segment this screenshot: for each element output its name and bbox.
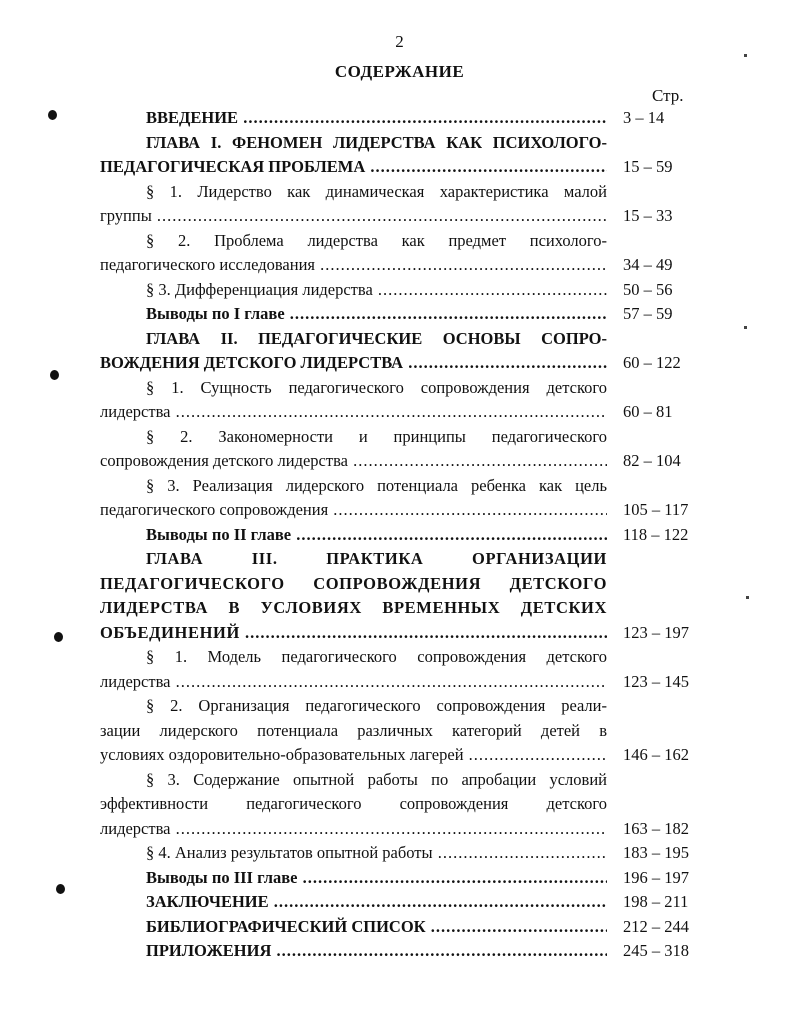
toc-entry-title-line: ГЛАВА I. ФЕНОМЕН ЛИДЕРСТВА КАК ПСИХОЛОГО- <box>146 132 607 152</box>
toc-entry-conclusion[interactable] <box>100 890 710 915</box>
toc-entry-section-3-2[interactable] <box>100 694 710 768</box>
toc-entry-pages: 60 – 122 <box>623 353 681 372</box>
toc-entry-title: § 3. Дифференциация лидерства ..... <box>146 278 607 303</box>
toc-entry-pages: 183 – 195 <box>623 843 689 862</box>
toc-entry-section-3-1[interactable] <box>100 645 710 694</box>
toc-entry-pages: 82 – 104 <box>623 451 681 470</box>
toc-entry-pages: 60 – 81 <box>623 402 673 421</box>
toc-entry-pages: 15 – 59 <box>623 157 673 176</box>
toc-entry-pages: 57 – 59 <box>623 304 673 323</box>
toc-entry-title-line: педагогического сопровождения ..... <box>100 498 607 523</box>
toc-entry-title-line: сопровождения детского лидерства ..... <box>100 449 607 474</box>
toc-entry-title-line: § 2. Закономерности и принципы педагогического <box>146 426 607 446</box>
toc-entry-pages: 3 – 14 <box>623 108 665 127</box>
toc-entry-pages: 123 – 197 <box>623 622 689 642</box>
table-of-contents <box>100 106 710 964</box>
toc-entry-pages: 146 – 162 <box>623 745 689 764</box>
toc-entry-title-line: § 2. Проблема лидерства как предмет психолого- <box>146 230 607 250</box>
toc-entry-title-line: зации лидерского потенциала различных категорий детей в <box>100 720 607 740</box>
toc-entry-pages: 50 – 56 <box>623 279 673 299</box>
toc-entry-title-line: § 1. Модель педагогического сопровождения детского <box>146 647 607 666</box>
toc-entry-section-3-4[interactable] <box>100 841 710 866</box>
toc-entry-title: ЗАКЛЮЧЕНИЕ ..... <box>146 890 607 915</box>
toc-entry-title-line: лидерства ..... <box>100 817 607 842</box>
toc-entry-pages: 34 – 49 <box>623 255 673 274</box>
toc-entry-title: Выводы по III главе ..... <box>146 866 607 891</box>
toc-entry-section-1-3[interactable] <box>100 278 710 303</box>
toc-entry-conclusions-1[interactable] <box>100 302 710 327</box>
toc-entry-chapter-1[interactable] <box>100 131 710 180</box>
toc-entry-title-line: группы ..... <box>100 204 607 229</box>
toc-entry-pages: 163 – 182 <box>623 818 689 838</box>
toc-entry-title-line: педагогического исследования ..... <box>100 253 607 278</box>
toc-entry-pages: 212 – 244 <box>623 916 689 936</box>
toc-entry-pages: 198 – 211 <box>623 892 689 911</box>
toc-entry-title-line: § 2. Организация педагогического сопровождения реали- <box>146 696 607 715</box>
toc-entry-title-line: ПЕДАГОГИЧЕСКАЯ ПРОБЛЕМА ..... <box>100 155 607 180</box>
toc-entry-title-line: ВОЖДЕНИЯ ДЕТСКОГО ЛИДЕРСТВА ..... <box>100 351 607 376</box>
toc-entry-title-line: § 3. Реализация лидерского потенциала ребенка как цель <box>146 475 607 495</box>
toc-entry-title: Выводы по I главе ..... <box>146 302 607 327</box>
toc-entry-title: БИБЛИОГРАФИЧЕСКИЙ СПИСОК ..... <box>146 915 607 940</box>
scan-speck-mark <box>746 596 749 599</box>
toc-entry-title-line: условиях оздоровительно-образовательных лагерей ..... <box>100 743 607 768</box>
scan-speck-mark <box>744 326 747 329</box>
toc-entry-pages: 196 – 197 <box>623 867 689 887</box>
toc-entry-bibliography[interactable] <box>100 915 710 940</box>
toc-entry-appendices[interactable] <box>100 939 710 964</box>
toc-entry-chapter-2[interactable] <box>100 327 710 376</box>
toc-entry-title: ПРИЛОЖЕНИЯ ..... <box>146 939 607 964</box>
toc-entry-title: ВВЕДЕНИЕ ..... <box>146 106 607 131</box>
scan-dot-mark <box>48 110 57 120</box>
toc-entry-pages: 15 – 33 <box>623 206 673 225</box>
toc-entry-title-line: ЛИДЕРСТВА В УСЛОВИЯХ ВРЕМЕННЫХ ДЕТСКИХ <box>100 598 607 617</box>
toc-entry-section-1-1[interactable] <box>100 180 710 229</box>
toc-entry-title-line: § 1. Сущность педагогического сопровождения детского <box>146 377 607 397</box>
toc-entry-title-line: лидерства ..... <box>100 400 607 425</box>
toc-entry-title-line: ГЛАВА III. ПРАКТИКА ОРГАНИЗАЦИИ <box>146 549 607 568</box>
toc-entry-section-2-2[interactable] <box>100 425 710 474</box>
toc-entry-title-line: эффективности педагогического сопровождения детского <box>100 794 607 813</box>
toc-entry-title-line: ОБЪЕДИНЕНИЙ ..... <box>100 621 607 646</box>
scan-speck-mark <box>744 54 747 57</box>
scan-dot-mark <box>50 370 59 380</box>
scan-dot-mark <box>56 884 65 894</box>
toc-entry-conclusions-3[interactable] <box>100 866 710 891</box>
toc-entry-section-3-3[interactable] <box>100 768 710 842</box>
pages-column-header: Стр. <box>652 86 684 105</box>
toc-entry-title-line: ПЕДАГОГИЧЕСКОГО СОПРОВОЖДЕНИЯ ДЕТСКОГО <box>100 573 607 593</box>
toc-entry-title-line: § 3. Содержание опытной работы по апробации условий <box>146 769 607 789</box>
toc-entry-chapter-3[interactable] <box>100 547 710 645</box>
toc-entry-title-line: лидерства ..... <box>100 670 607 695</box>
toc-entry-introduction[interactable] <box>100 106 710 131</box>
toc-entry-title-line: § 1. Лидерство как динамическая характеристика малой <box>146 181 607 201</box>
toc-entry-section-1-2[interactable] <box>100 229 710 278</box>
toc-entry-title: § 4. Анализ результатов опытной работы ..... <box>146 841 607 866</box>
toc-entry-section-2-1[interactable] <box>100 376 710 425</box>
toc-entry-conclusions-2[interactable] <box>100 523 710 548</box>
toc-entry-title-line: ГЛАВА II. ПЕДАГОГИЧЕСКИЕ ОСНОВЫ СОПРО- <box>146 328 607 348</box>
page-number: 2 <box>395 32 404 51</box>
toc-entry-title: Выводы по II главе ..... <box>146 523 607 548</box>
toc-entry-pages: 118 – 122 <box>623 524 689 544</box>
toc-entry-pages: 123 – 145 <box>623 671 689 691</box>
toc-entry-section-2-3[interactable] <box>100 474 710 523</box>
toc-entry-pages: 105 – 117 <box>623 500 689 519</box>
toc-entry-pages: 245 – 318 <box>623 941 689 960</box>
scan-dot-mark <box>54 632 63 642</box>
page-title: СОДЕРЖАНИЕ <box>334 62 465 81</box>
